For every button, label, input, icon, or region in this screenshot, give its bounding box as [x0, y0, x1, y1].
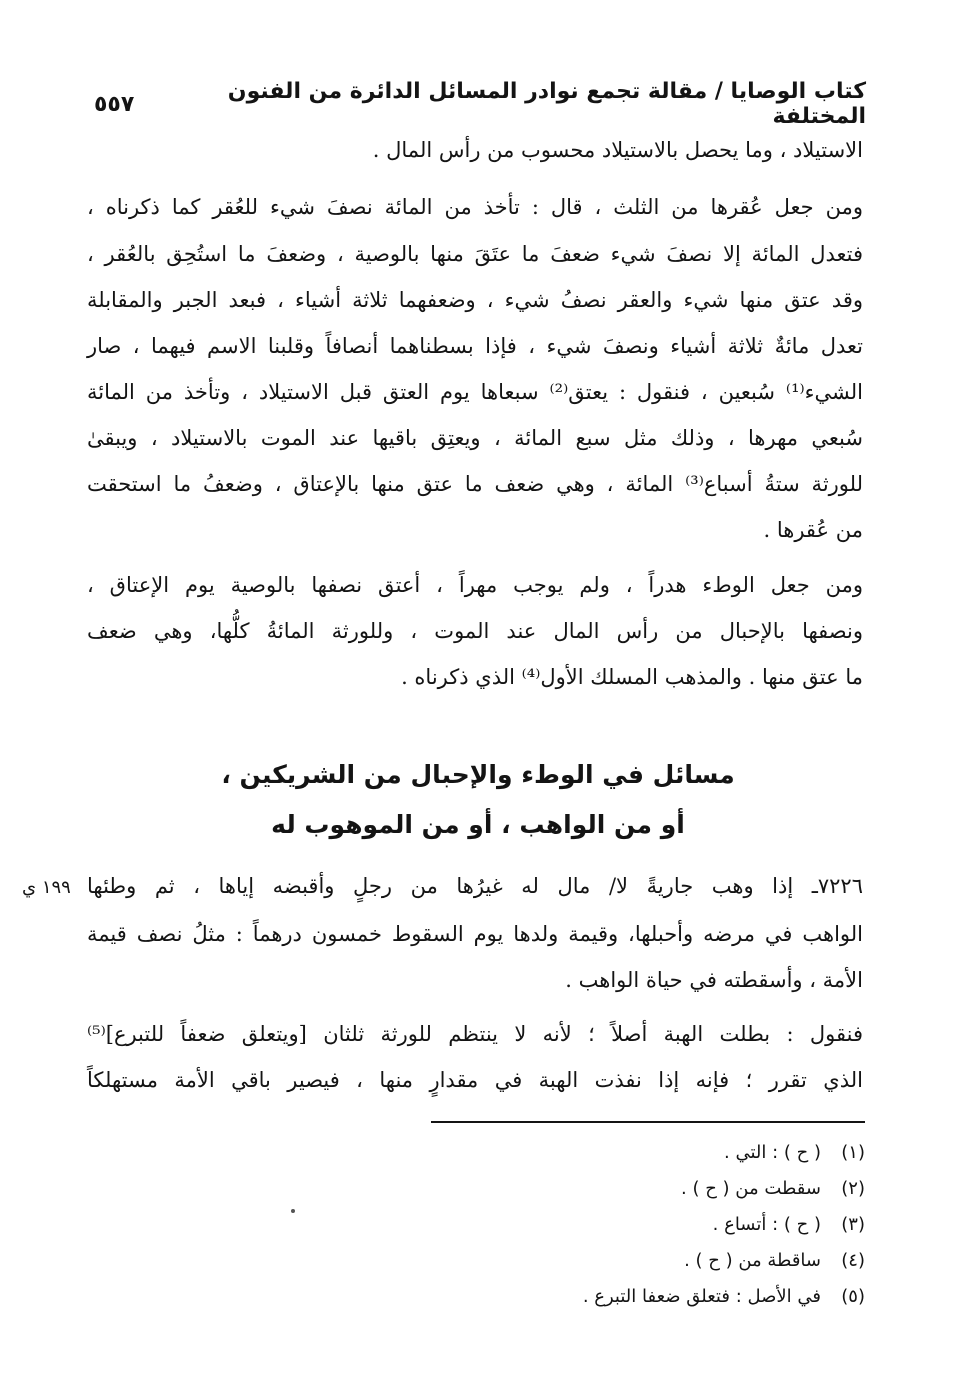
text-line: فتعدل المائة إلا نصفَ شيء ضعفَ ما عتَقَ منها بالوصية ، وضعفَ ما استُحِق بالعُقر ،	[87, 242, 863, 266]
footnote-number: (٤)	[841, 1250, 865, 1271]
text-line: وقد عتق منها شيء والعقر نصفُ شيء ، وضعفهما ثلاثة أشياء ، فبعد الجبر والمقابلة	[87, 288, 863, 312]
text-line: الاستيلاد ، وما يحصل بالاستيلاد محسوب من رأس المال .	[372, 138, 863, 162]
footnote	[724, 1136, 865, 1170]
page-number: ٥٥٧	[94, 91, 135, 117]
running-header	[94, 79, 866, 129]
footnote-text: سقطت من ( ح ) .	[681, 1178, 821, 1199]
text-line: ونصفها بالإحبال من رأس المال عند الموت ، وللورثة المائةُ كلُّها، وهي ضعف	[87, 619, 863, 643]
text-line: سُبعي مهرها ، وذلك مثل سبع المائة ، ويعتِق باقيها عند الموت بالاستيلاد ، ويبقىٰ	[87, 426, 863, 450]
footnote-number: (٢)	[841, 1178, 865, 1199]
text-line: ومن جعل الوطء هدراً ، ولم يوجب مهراً ، أعتق نصفها بالوصية يوم الإعتاق ،	[87, 573, 863, 597]
footnote-number: (١)	[841, 1142, 865, 1163]
footnote	[583, 1280, 865, 1314]
footnote-text: ( ح ) : التي .	[724, 1142, 821, 1163]
text-line: ما عتق منها . والمذهب المسلك الأول⁽⁴⁾ الذي ذكرناه .	[401, 665, 863, 689]
scan-speck	[291, 1209, 295, 1213]
text-line: الواهب في مرضه وأحبلها، وقيمة ولدها يوم السقوط خمسون درهماً : مثلُ نصف قيمة	[87, 922, 863, 946]
text-line: الأمة ، وأسقطته في حياة الواهب .	[565, 968, 863, 992]
footnote	[713, 1208, 865, 1242]
footnote-number: (٣)	[841, 1214, 865, 1235]
text-line: الذي تقرر ؛ فإنه إذا نفذت الهبة في مقدارٍ منها ، فيصير باقي الأمة مستهلكاً	[87, 1068, 863, 1092]
footnote-number: (٥)	[841, 1286, 865, 1307]
footnote-text: ( ح ) : أتساع .	[712, 1214, 821, 1235]
text-line: من عُقرها .	[763, 518, 863, 542]
footnote	[684, 1244, 865, 1278]
footnote	[681, 1172, 865, 1206]
margin-reference: ١٩٩ ي	[22, 877, 71, 898]
section-heading-line-2: أو من الواهب ، أو من الموهوب له	[271, 810, 685, 839]
footnote-separator	[431, 1121, 865, 1123]
footnote-text: ساقطة من ( ح ) .	[684, 1250, 821, 1271]
text-line: الشيء⁽¹⁾ سُبعين ، فنقول : يعتق⁽²⁾ سبعاها يوم العتق قبل الاستيلاد ، وتأخذ من المائة	[87, 380, 863, 404]
text-line: ومن جعل عُقرها من الثلث ، قال : تأخذ من المائة نصفَ شيء للعُقر كما ذكرناه ،	[87, 195, 863, 219]
text-line: تعدل مائةٌ ثلاثة أشياء ونصفَ شيء ، فإذا بسطناهما أنصافاً وقلبنا الاسم فيهما ، صار	[87, 334, 863, 358]
footnote-text: في الأصل : فتعلق ضعفا التبرع .	[582, 1286, 821, 1307]
header-title: كتاب الوصايا / مقالة تجمع نوادر المسائل الدائرة من الفنون المختلفة	[227, 79, 866, 129]
text-line: فنقول : بطلت الهبة أصلاً ؛ لأنه لا ينتظم للورثة ثلثان [ويتعلق ضعفاً للتبرع]⁽⁵⁾	[87, 1022, 863, 1046]
section-heading-line-1: مسائل في الوطء والإحبال من الشريكين ،	[221, 760, 735, 789]
text-line: للورثة ستةُ أسباع⁽³⁾ المائة ، وهي ضعف ما عتق منها بالإعتاق ، وضعفُ ما استحقت	[87, 472, 864, 496]
text-line: ٧٢٢٦ـ إذا وهب جاريةً لا/ مال له غيرُها من رجلٍ وأقبضه إياها ، ثم وطئها	[87, 874, 863, 898]
